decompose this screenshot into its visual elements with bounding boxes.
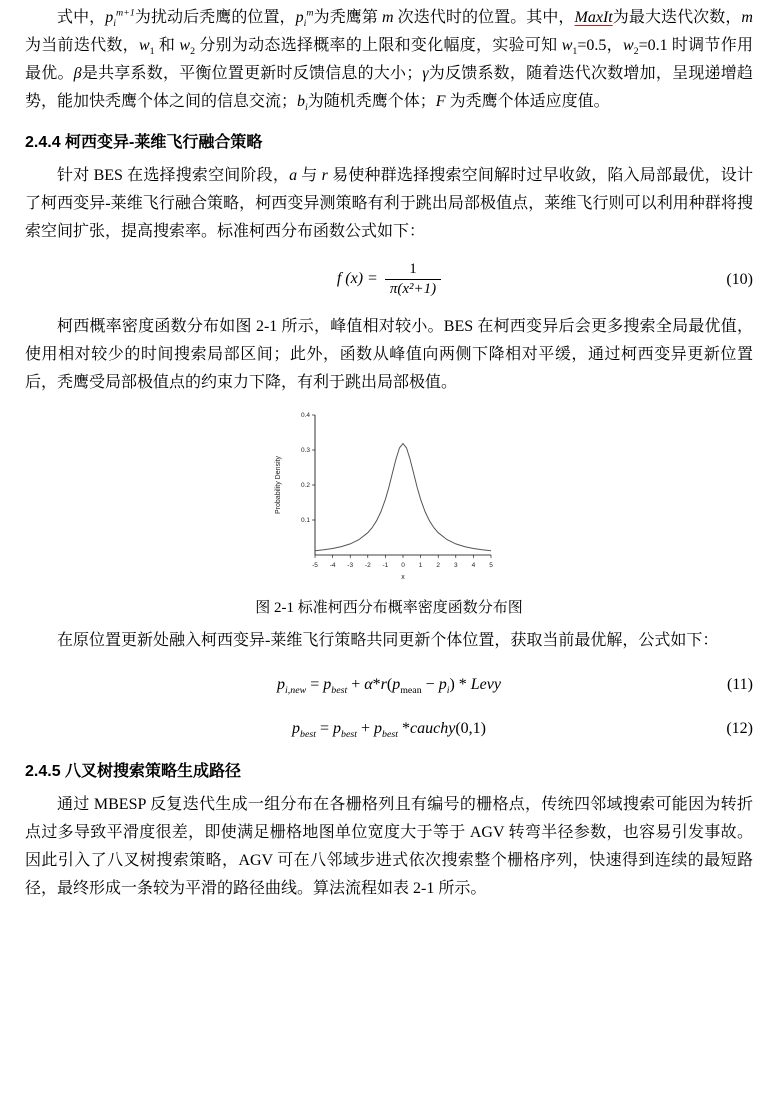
equation-11 <box>25 671 753 699</box>
equation-12-body: $p_{best} = p_{best} + p_{best}$ *cauchy(0,1) <box>292 720 486 741</box>
equation-11-body: $p_{i,new} = p_{best} + \alpha*r(p_{mean} - p_i)$ * Levy <box>277 676 501 697</box>
svg-text:2: 2 <box>436 562 441 569</box>
equation-10-lhs: f (x) = <box>336 270 378 288</box>
fraction-numerator: 1 <box>409 261 417 277</box>
svg-text:0: 0 <box>401 562 405 569</box>
cauchy-chart-svg <box>267 405 511 593</box>
equation-10-number: (10) <box>726 270 753 288</box>
svg-text:-5: -5 <box>312 562 318 569</box>
svg-text:-1: -1 <box>382 562 389 569</box>
section-heading-2-4-4: 2.4.4 柯西变异-莱维飞行融合策略 <box>25 134 263 151</box>
figure-2-1-caption: 图 2-1 标准柯西分布概率密度函数分布图 <box>255 600 523 616</box>
svg-text:1: 1 <box>418 562 423 569</box>
svg-text:5: 5 <box>489 562 493 569</box>
svg-text:-2: -2 <box>364 562 371 569</box>
paragraph-variable-explanation: 式中，$p_i^{m+1}$为扰动后秃鹰的位置，$p_i^m$为秃鹰第 m 次迭代时的位置。其中，MaxIt为最大迭代次数，m 为当前迭代数，$w_1$ 和 $w_2$ 分别为动态选择概率的上限和变化幅度，实验可知 $w_1=0.5$，$w_2=0.1$ 时调节作用最优。β是共享系数，平衡位置更新时反馈信息的大小；γ为反馈系数，随着迭代次数增加，呈现递增趋势，能加快秃鹰个体之间的信息交流；$b_i$为随机秃鹰个体；F 为秃鹰个体适应度值。 <box>25 7 753 114</box>
section-heading-2-4-5: 2.4.5 八叉树搜索策略生成路径 <box>25 763 242 780</box>
figure-2-1 <box>25 405 753 621</box>
svg-text:0.4: 0.4 <box>300 412 310 420</box>
equation-10 <box>25 260 753 299</box>
svg-text:4: 4 <box>471 562 476 569</box>
svg-text:Probability Density: Probability Density <box>275 456 282 514</box>
equation-12-number: (12) <box>726 720 753 737</box>
equation-11-number: (11) <box>726 676 753 693</box>
paragraph-octree-search: 通过 MBESP 反复迭代生成一组分布在各栅格列且有编号的栅格点，传统四邻域搜索可能因为转折点过多导致平滑度很差，即使满足栅格地图单位宽度大于等于 AGV 转弯半径参数，也容易引发事故。因此引入了八叉树搜索策略，AGV 可在八邻域步进式依次搜索整个栅格序列，快速得到连续的最短路径，最终形成一条较为平滑的路径曲线。算法流程如表 2-1 所示。 <box>25 796 753 897</box>
svg-text:x: x <box>401 574 405 581</box>
paragraph-cauchy-levy-strategy: 针对 BES 在选择搜索空间阶段，a 与 r 易使种群选择搜索空间解时过早收敛，陷入局部最优，设计了柯西变异-莱维飞行融合策略，柯西变异测策略有利于跳出局部极值点，莱维飞行则可以利用种群将搜索空间扩张，提高搜索率。标准柯西分布函数公式如下： <box>25 167 753 240</box>
svg-text:0.1: 0.1 <box>300 517 310 525</box>
svg-text:0.3: 0.3 <box>300 447 310 455</box>
fraction-denominator: π(x²+1) <box>385 279 441 299</box>
svg-text:0.2: 0.2 <box>300 482 310 490</box>
svg-text:3: 3 <box>453 562 458 569</box>
svg-text:-4: -4 <box>329 562 336 569</box>
equation-10-body <box>337 260 441 299</box>
svg-text:-3: -3 <box>347 562 354 569</box>
paragraph-cauchy-pdf-discussion: 柯西概率密度函数分布如图 2-1 所示，峰值相对较小。BES 在柯西变异后会更多搜索全局最优值，使用相对较少的时间搜索局部区间；此外，函数从峰值向两侧下降相对平缓，通过柯西变异更新位置后，秃鹰受局部极值点的约束力下降，有利于跳出局部极值。 <box>25 318 753 391</box>
equation-10-fraction <box>385 260 441 299</box>
equation-12 <box>25 715 753 743</box>
paragraph-position-update: 在原位置更新处融入柯西变异-莱维飞行策略共同更新个体位置，获取当前最优解，公式如下： <box>57 632 719 649</box>
